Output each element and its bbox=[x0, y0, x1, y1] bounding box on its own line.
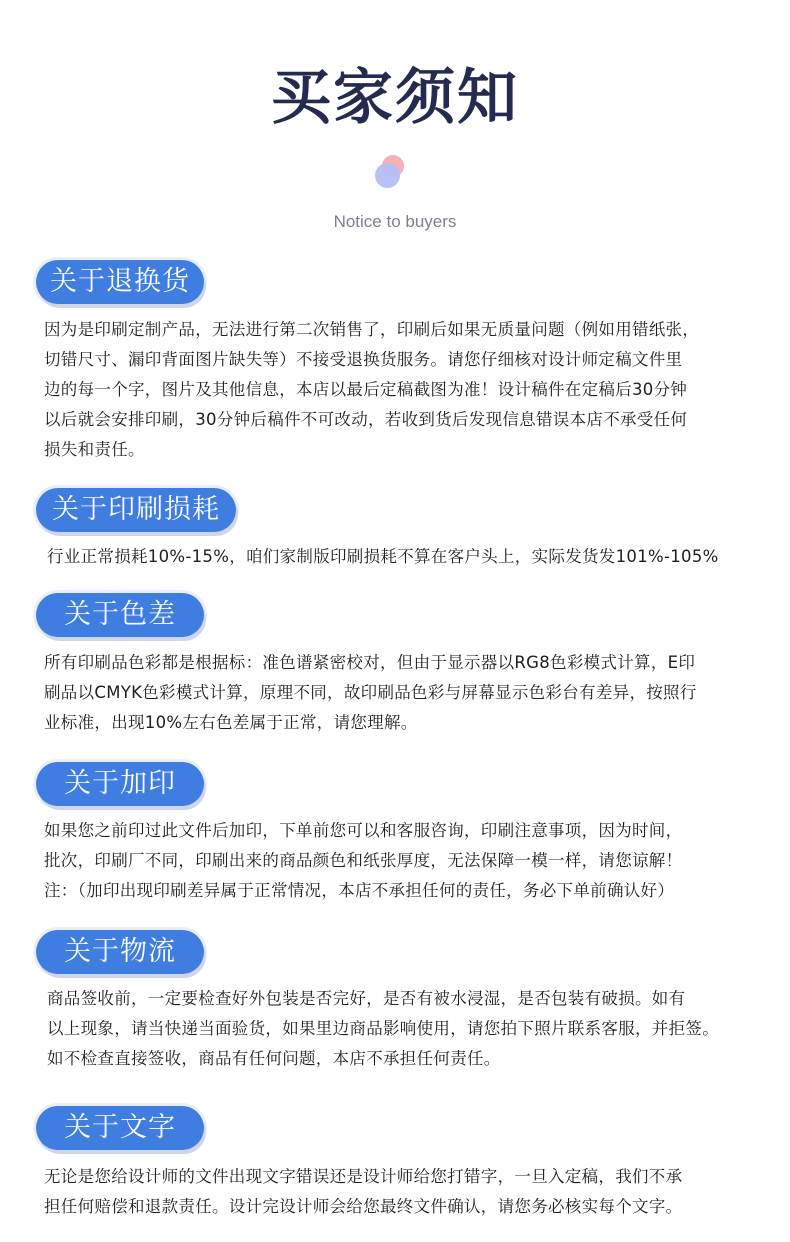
text-line: 业标准，出现10%左右色差属于正常，请您理解。 bbox=[44, 713, 418, 732]
text-line: 以后就会安排印刷，30分钟后稿件不可改动，若收到货后发现信息错误本店不承受任何 bbox=[44, 410, 688, 429]
section-heading-text: 关于文字 bbox=[36, 1106, 204, 1150]
text-line: 注：（加印出现印刷差异属于正常情况，本店不承担任何的责任，务必下单前确认好） bbox=[44, 881, 675, 900]
blue-dot-icon bbox=[375, 163, 400, 188]
text-line: 无论是您给设计师的文件出现文字错误还是设计师给您打错字，一旦入定稿，我们不承 bbox=[44, 1167, 683, 1186]
section-text-reprint bbox=[44, 816, 682, 906]
section-text-print-loss bbox=[47, 542, 719, 572]
section-text-logistics bbox=[47, 984, 719, 1074]
text-line: 如果您之前印过此文件后加印，下单前您可以和客服咨询，印刷注意事项，因为时间， bbox=[44, 821, 683, 840]
text-line: 以上现象，请当快递当面验货，如果里边商品影响使用，请您拍下照片联系客服，并拒签。 bbox=[47, 1019, 719, 1038]
text-line: 损失和责任。 bbox=[44, 440, 145, 459]
section-heading-logistics: 关于物流 bbox=[36, 930, 204, 974]
text-line: 如不检查直接签收，商品有任何问题，本店不承担任何责任。 bbox=[47, 1049, 501, 1068]
page-subtitle: Notice to buyers bbox=[333, 212, 457, 231]
text-line: 所有印刷品色彩都是根据标：准色谱紧密校对，但由于显示器以RG8色彩模式计算，E印 bbox=[44, 653, 696, 672]
text-line: 刷品以CMYK色彩模式计算，原理不同，故印刷品色彩与屏幕显示色彩台有差异，按照行 bbox=[44, 683, 697, 702]
section-heading-reprint: 关于加印 bbox=[36, 762, 204, 806]
text-line: 因为是印刷定制产品，无法进行第二次销售了，印刷后如果无质量问题（例如用错纸张， bbox=[44, 320, 700, 339]
section-text-color-difference bbox=[44, 648, 697, 738]
section-heading-color-difference: 关于色差 bbox=[36, 593, 204, 637]
section-heading-returns: 关于退换货 bbox=[36, 260, 204, 304]
text-line: 商品签收前，一定要检查好外包装是否完好，是否有被水浸湿，是否包装有破损。如有 bbox=[47, 989, 686, 1008]
text-line: 担任何赔偿和退款责任。设计完设计师会给您最终文件确认，请您务必核实每个文字。 bbox=[44, 1197, 683, 1216]
decorative-dots bbox=[375, 155, 405, 189]
section-text-returns bbox=[44, 315, 699, 465]
section-heading-print-loss: 关于印刷损耗 bbox=[36, 488, 236, 532]
text-line: 切错尺寸、漏印背面图片缺失等）不接受退换货服务。请您仔细核对设计师定稿文件里 bbox=[44, 350, 683, 369]
text-line: 批次，印刷厂不同，印刷出来的商品颜色和纸张厚度，无法保障一模一样，请您谅解！ bbox=[44, 851, 683, 870]
text-line: 行业正常损耗10%-15%，咱们家制版印刷损耗不算在客户头上，实际发货发101%-105% bbox=[47, 547, 719, 566]
section-text-text bbox=[44, 1162, 682, 1222]
page-title: 买家须知 bbox=[271, 63, 519, 133]
text-line: 边的每一个字，图片及其他信息，本店以最后定稿截图为准！设计稿件在定稿后30分钟 bbox=[44, 380, 688, 399]
